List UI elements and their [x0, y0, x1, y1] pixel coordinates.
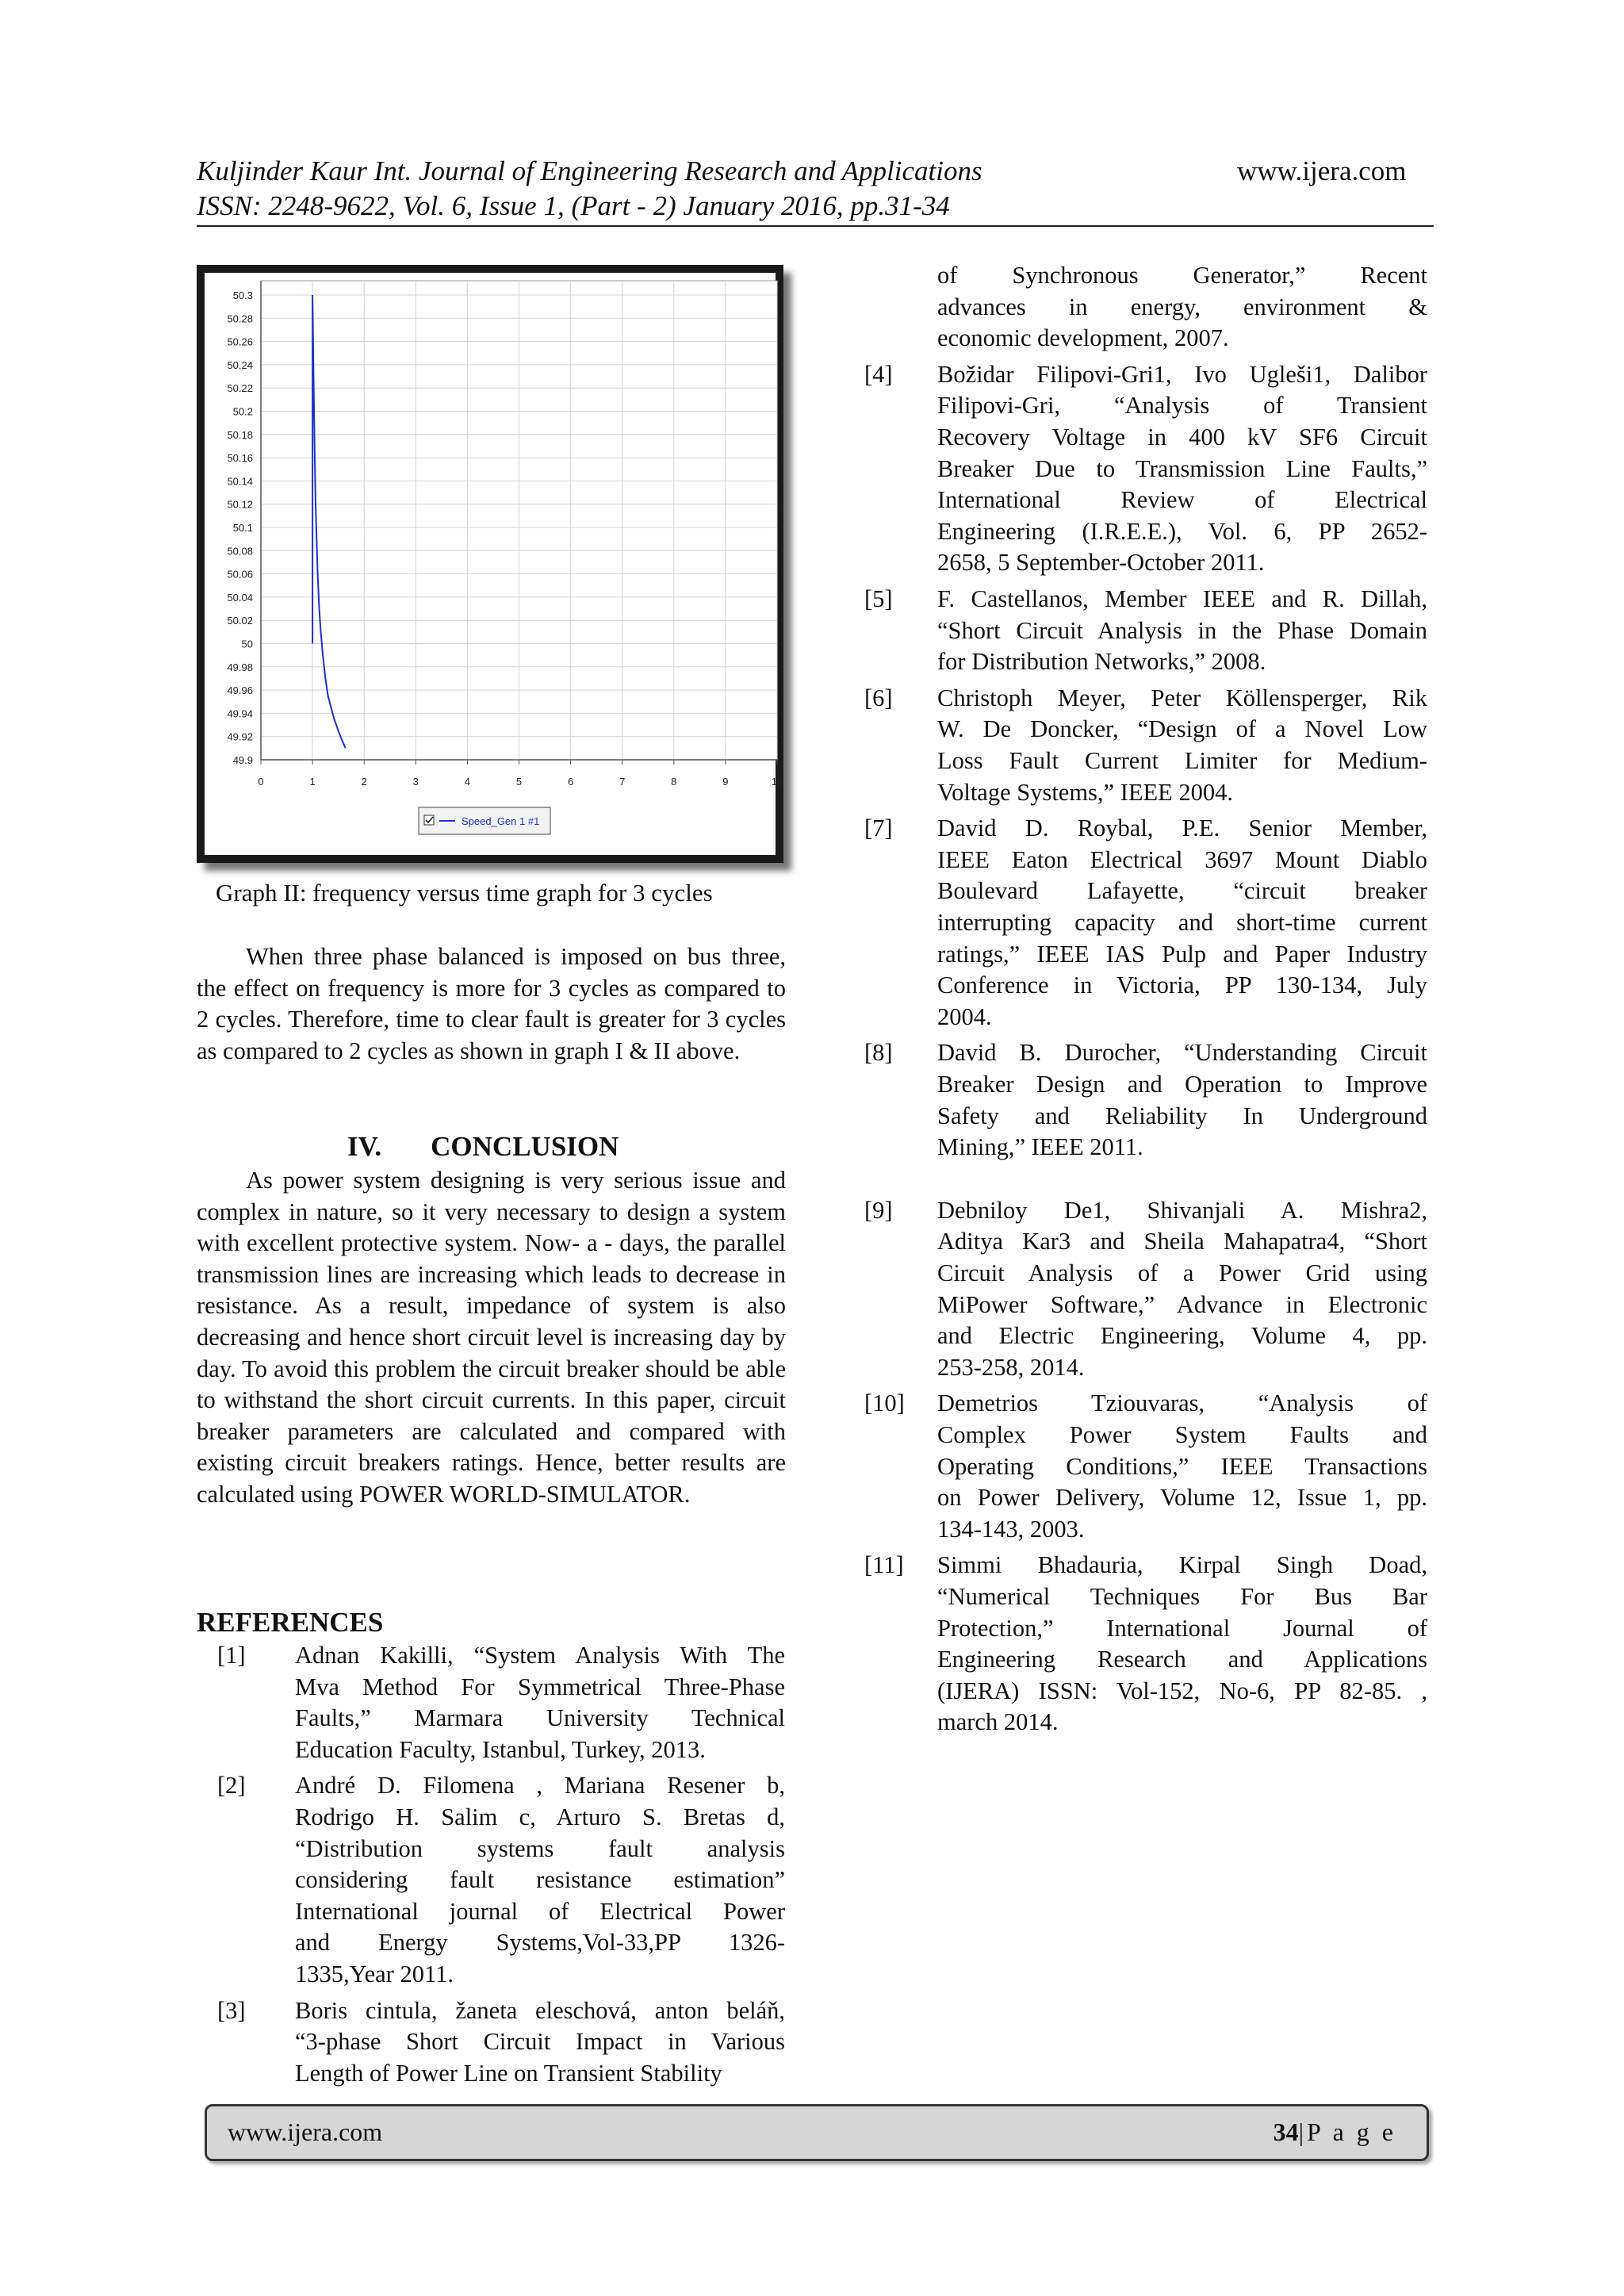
discussion-paragraph: When three phase balanced is imposed on bus three, the effect on frequency is more for 3 cycles as compared to 2 cycles. Therefore, time to clear fault is greater for 3 cycles as compared to 2 cycles as shown in graph I & II above.: [197, 943, 786, 1064]
reference-line: 134-143, 2003.: [937, 1515, 1085, 1543]
chart-frame: [197, 265, 783, 863]
reference-line: Demetrios Tziouvaras, “Analysis of: [937, 1389, 1427, 1417]
reference-line: Adnan Kakilli, “System Analysis With The: [295, 1642, 785, 1669]
conclusion-heading: IV. CONCLUSION: [347, 1131, 619, 1162]
reference-line: ratings,” IEEE IAS Pulp and Paper Industry: [937, 940, 1427, 968]
reference-number: [2]: [217, 1772, 246, 1800]
reference-number: [5]: [864, 585, 893, 612]
reference-line: Length of Power Line on Transient Stability: [295, 2059, 722, 2087]
y-tick-label: 50.02: [227, 615, 253, 627]
reference-number: [3]: [217, 1996, 246, 2024]
reference-line: economic development, 2007.: [937, 324, 1229, 352]
x-tick-label: 9: [722, 776, 729, 788]
header-website[interactable]: www.ijera.com: [1237, 155, 1407, 186]
reference-line: Engineering (I.R.E.E.), Vol. 6, PP 2652-: [937, 517, 1427, 545]
reference-line: Circuit Analysis of a Power Grid using: [937, 1259, 1427, 1286]
reference-line: on Power Delivery, Volume 12, Issue 1, pp.: [937, 1484, 1427, 1512]
reference-line: Simmi Bhadauria, Kirpal Singh Doad,: [937, 1551, 1427, 1579]
reference-line: Boris cintula, žaneta eleschová, anton beláň,: [295, 1996, 785, 2024]
y-tick-label: 50.24: [227, 358, 253, 371]
reference-line: Mining,” IEEE 2011.: [937, 1133, 1143, 1161]
figure-caption: Graph II: frequency versus time graph for 3 cycles: [216, 879, 713, 907]
reference-line: Education Faculty, Istanbul, Turkey, 2013.: [295, 1735, 706, 1763]
reference-line: International journal of Electrical Power: [295, 1897, 785, 1925]
reference-line: Mva Method For Symmetrical Three-Phase: [295, 1673, 785, 1700]
reference-line: Breaker Due to Transmission Line Faults,”: [937, 454, 1427, 482]
y-tick-label: 50.1: [232, 522, 253, 534]
y-tick-label: 49.9: [232, 754, 253, 766]
y-tick-label: 50.12: [227, 498, 253, 511]
reference-line: Engineering Research and Applications: [937, 1646, 1427, 1673]
reference-item: [864, 359, 1427, 579]
x-tick-label: 10: [771, 776, 783, 788]
reference-line: Operating Conditions,” IEEE Transactions: [937, 1452, 1427, 1480]
x-tick-label: 3: [412, 776, 419, 788]
reference-number: [1]: [217, 1642, 246, 1669]
reference-line: Protection,” International Journal of: [937, 1614, 1427, 1642]
reference-line: of Synchronous Generator,” Recent: [937, 262, 1427, 289]
y-tick-label: 50.14: [227, 475, 253, 488]
reference-line: “Short Circuit Analysis in the Phase Domain: [937, 616, 1427, 644]
reference-item: [864, 813, 1427, 1033]
reference-line: and Electric Engineering, Volume 4, pp.: [937, 1322, 1427, 1350]
reference-item: [217, 1640, 785, 1765]
reference-line: David B. Durocher, “Understanding Circuit: [937, 1039, 1427, 1067]
y-tick-label: 50.26: [227, 335, 253, 348]
reference-line: Recovery Voltage in 400 kV SF6 Circuit: [937, 423, 1427, 450]
x-tick-label: 0: [258, 776, 264, 788]
reference-line: for Distribution Networks,” 2008.: [937, 648, 1266, 676]
reference-item: [864, 1195, 1427, 1384]
reference-line: Breaker Design and Operation to Improve: [937, 1070, 1427, 1098]
reference-line: Božidar Filipovi-Gri1, Ivo Ugleši1, Dalibor: [937, 360, 1427, 388]
reference-line: IEEE Eaton Electrical 3697 Mount Diablo: [937, 845, 1427, 873]
conclusion-paragraph: As power system designing is very serious issue and complex in nature, so it very necessary to design a system with excellent protective system. Now- a - days, the parallel transmission lines are increasing which leads to decrease in resistance. As a result, impedance of system is also decreasing and hence short circuit level is increasing day by day. To avoid this problem the circuit breaker should be able to withstand the short circuit currents. In this paper, circuit breaker parameters are calculated and compared with existing circuit breakers ratings. Hence, better results are calculated using POWER WORLD-SIMULATOR.: [197, 1167, 786, 1508]
reference-item: [217, 1995, 785, 2090]
reference-item: [864, 1037, 1427, 1163]
x-tick-label: 6: [567, 776, 574, 788]
y-tick-label: 50.18: [227, 428, 253, 441]
reference-line: “3-phase Short Circuit Impact in Various: [295, 2028, 785, 2056]
reference-line: “Distribution systems fault analysis: [295, 1834, 785, 1862]
header-rule: [197, 225, 1434, 227]
y-tick-label: 50.08: [227, 545, 253, 558]
reference-line: “Numerical Techniques For Bus Bar: [937, 1582, 1427, 1610]
reference-line: Debniloy De1, Shivanjali A. Mishra2,: [937, 1196, 1427, 1224]
reference-line: (IJERA) ISSN: Vol-152, No-6, PP 82-85. ,: [937, 1677, 1427, 1704]
reference-line: Loss Fault Current Limiter for Medium-: [937, 746, 1427, 774]
reference-number: [10]: [864, 1389, 905, 1417]
legend-label: Speed_Gen 1 #1: [462, 815, 540, 827]
frequency-chart: [205, 273, 783, 855]
x-tick-label: 5: [515, 776, 523, 788]
reference-item: [217, 1770, 785, 1990]
y-tick-label: 50.28: [227, 312, 253, 325]
reference-item: [864, 1388, 1427, 1545]
reference-line: 1335,Year 2011.: [295, 1960, 454, 1987]
x-tick-label: 8: [671, 776, 677, 788]
page-number: 34|P a g e: [1273, 2118, 1396, 2146]
reference-line: Christoph Meyer, Peter Köllensperger, Rik: [937, 684, 1427, 711]
references-heading: REFERENCES: [197, 1607, 384, 1638]
reference-line: march 2014.: [937, 1708, 1059, 1736]
reference-item: [864, 260, 1427, 355]
y-tick-label: 50: [241, 638, 253, 650]
reference-line: Voltage Systems,” IEEE 2004.: [937, 778, 1234, 806]
y-tick-label: 50.16: [227, 452, 253, 465]
reference-number: [7]: [864, 815, 893, 842]
reference-line: Filipovi-Gri, “Analysis of Transient: [937, 392, 1427, 420]
reference-item: [864, 683, 1427, 808]
x-tick-label: 2: [361, 776, 367, 788]
footer-website[interactable]: www.ijera.com: [228, 2118, 383, 2146]
reference-line: 253-258, 2014.: [937, 1353, 1085, 1381]
reference-line: Faults,” Marmara University Technical: [295, 1704, 785, 1732]
reference-number: [11]: [864, 1551, 904, 1579]
x-tick-label: 7: [619, 776, 626, 788]
reference-line: Aditya Kar3 and Sheila Mahapatra4, “Short: [937, 1228, 1427, 1255]
journal-issn: ISSN: 2248-9622, Vol. 6, Issue 1, (Part - 2) January 2016, pp.31-34: [197, 190, 950, 221]
reference-line: 2658, 5 September-October 2011.: [937, 549, 1265, 577]
reference-line: considering fault resistance estimation”: [295, 1866, 785, 1894]
reference-line: W. De Doncker, “Design of a Novel Low: [937, 715, 1427, 743]
reference-line: MiPower Software,” Advance in Electronic: [937, 1290, 1427, 1318]
reference-line: Conference in Victoria, PP 130-134, July: [937, 972, 1427, 999]
reference-line: interrupting capacity and short-time current: [937, 908, 1427, 936]
reference-item: [864, 1550, 1427, 1738]
y-tick-label: 50.22: [227, 382, 253, 395]
reference-line: Safety and Reliability In Underground: [937, 1102, 1427, 1129]
reference-line: and Energy Systems,Vol-33,PP 1326-: [295, 1929, 785, 1957]
reference-number: [6]: [864, 684, 893, 711]
x-tick-label: 4: [464, 776, 471, 788]
reference-line: F. Castellanos, Member IEEE and R. Dillah,: [937, 585, 1427, 612]
y-tick-label: 50.04: [227, 591, 253, 604]
reference-number: [9]: [864, 1196, 893, 1224]
reference-line: Complex Power System Faults and: [937, 1420, 1427, 1448]
journal-title: Kuljinder Kaur Int. Journal of Engineering Research and Applications: [197, 155, 982, 186]
reference-line: Boulevard Lafayette, “circuit breaker: [937, 877, 1427, 905]
x-tick-label: 1: [309, 776, 316, 788]
reference-line: David D. Roybal, P.E. Senior Member,: [937, 815, 1427, 842]
y-tick-label: 49.96: [227, 684, 253, 697]
y-tick-label: 50.3: [232, 289, 253, 301]
reference-line: advances in energy, environment &: [937, 293, 1427, 320]
reference-item: [864, 584, 1427, 678]
y-tick-label: 49.98: [227, 661, 253, 673]
reference-number: [8]: [864, 1039, 893, 1067]
reference-line: André D. Filomena , Mariana Resener b,: [295, 1772, 785, 1800]
y-tick-label: 49.94: [227, 707, 253, 720]
reference-line: Rodrigo H. Salim c, Arturo S. Bretas d,: [295, 1803, 785, 1830]
reference-line: 2004.: [937, 1002, 992, 1030]
reference-line: International Review of Electrical: [937, 486, 1427, 514]
reference-number: [4]: [864, 360, 893, 388]
footer-bar: [205, 2104, 1429, 2161]
y-tick-label: 49.92: [227, 730, 253, 743]
y-tick-label: 50.06: [227, 568, 253, 581]
y-tick-label: 50.2: [232, 405, 253, 418]
